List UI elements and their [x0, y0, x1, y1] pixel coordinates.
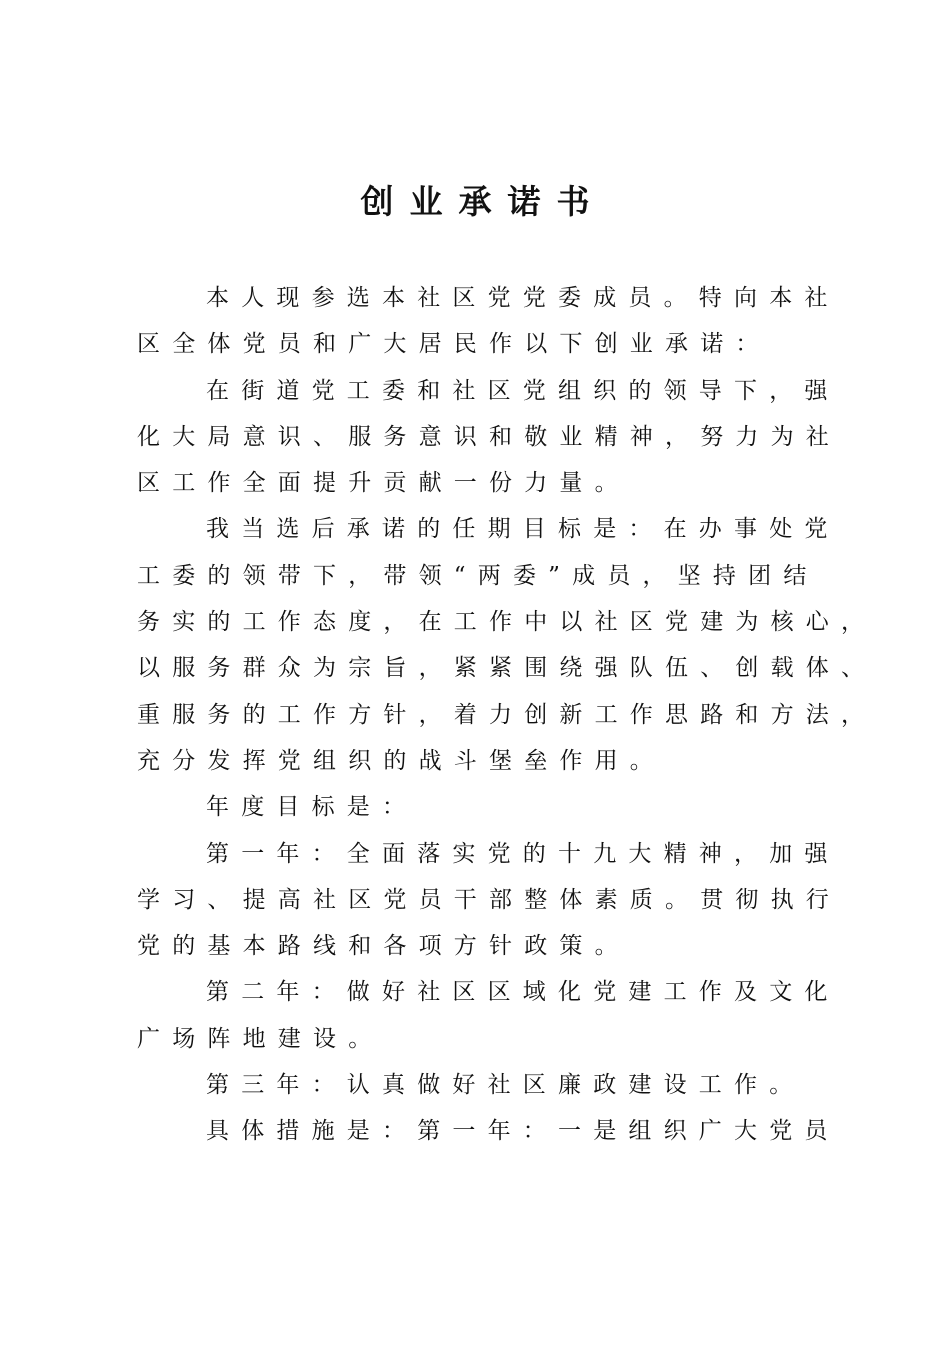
body-line: 以服务群众为宗旨，紧紧围绕强队伍、创载体、: [137, 655, 877, 682]
body-line: 党的基本路线和各项方针政策。: [137, 933, 630, 960]
document-body: [137, 275, 877, 1155]
body-line: 在街道党工委和社区党组织的领导下，强: [206, 377, 840, 404]
body-line: 广场阵地建设。: [137, 1025, 384, 1052]
body-line: 第二年：做好社区区域化党建工作及文化: [206, 979, 840, 1006]
body-line: 充分发挥党组织的战斗堡垒作用。: [137, 747, 665, 774]
body-line: 本人现参选本社区党党委成员。特向本社: [206, 285, 840, 311]
body-line: 年度目标是：: [206, 794, 418, 821]
body-line: 区全体党员和广大居民作以下创业承诺：: [137, 331, 771, 358]
body-line: 区工作全面提升贡献一份力量。: [137, 470, 630, 497]
body-line: 务实的工作态度，在工作中以社区党建为核心，: [137, 609, 877, 636]
body-line: 工委的领带下，带领“两委”成员，坚持团结: [137, 562, 819, 589]
body-line: 具体措施是：第一年：一是组织广大党员: [206, 1118, 840, 1145]
body-line: 重服务的工作方针，着力创新工作思路和方法，: [137, 701, 877, 728]
body-line: 我当选后承诺的任期目标是：在办事处党: [206, 516, 840, 543]
body-line: 学习、提高社区党员干部整体素质。贯彻执行: [137, 886, 841, 913]
document-title: 创业承诺书: [360, 182, 606, 221]
body-line: 第一年：全面落实党的十九大精神，加强: [206, 840, 840, 867]
body-line: 化大局意识、服务意识和敬业精神，努力为社: [137, 423, 841, 450]
body-line: 第三年：认真做好社区廉政建设工作。: [206, 1072, 805, 1099]
